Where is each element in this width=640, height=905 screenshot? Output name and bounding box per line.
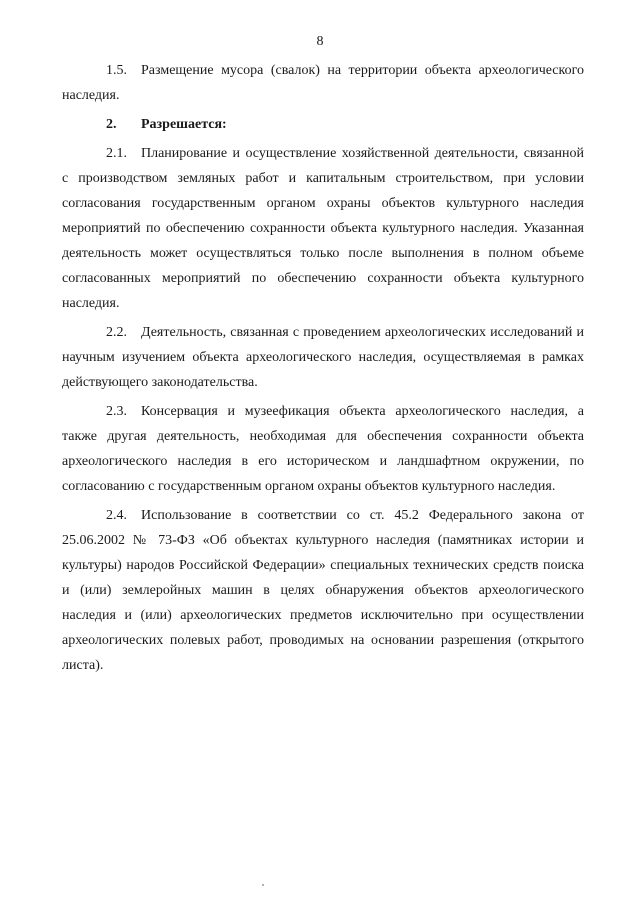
paragraph-text: Использование в соответствии со ст. 45.2 Федерального закона от 25.06.2002 № 73-ФЗ «Об объектах культурного наследия (памятниках истории и культуры) народов Российской Федерации» специальных технических средств поиска и (или) землеройных машин в целях обнаружения объектов археологического наследия и (или) археологических предметов исключительно при осуществлении археологических полевых работ, проводимых на основании разрешения (открытого листа). [62, 508, 584, 673]
paragraph-1-5 [62, 58, 584, 108]
paragraph-2-3 [62, 399, 584, 499]
paragraph-2-4 [62, 503, 584, 678]
paragraph-number: 2.3. [106, 404, 127, 419]
document-body [62, 58, 584, 682]
section-title: Разрешается: [141, 117, 227, 132]
page-number: 8 [316, 34, 324, 49]
paragraph-text: Планирование и осуществление хозяйственной деятельности, связанной с производством земляных работ и капитальным строительством, при условии согласования государственным органом охраны объектов культурного наследия мероприятий по обеспечению сохранности объекта культурного наследия. Указанная деятельность может осуществляться только после выполнения в полном объеме согласованных мероприятий по обеспечению сохранности объекта культурного наследия. [62, 146, 584, 311]
section-heading-2 [62, 112, 584, 137]
paragraph-number: 2.2. [106, 325, 127, 340]
paragraph-text: Консервация и музеефикация объекта археологического наследия, а также другая деятельность, необходимая для обеспечения сохранности объекта археологического наследия в его историческом и ландшафтном окружении, по согласованию с государственным органом охраны объектов культурного наследия. [62, 404, 584, 494]
paragraph-2-1 [62, 141, 584, 316]
section-number: 2. [106, 117, 117, 132]
paragraph-number: 1.5. [106, 63, 127, 78]
paragraph-text: Деятельность, связанная с проведением археологических исследований и научным изучением объекта археологического наследия, осуществляемая в рамках действующего законодательства. [62, 325, 584, 390]
paragraph-2-2 [62, 320, 584, 395]
paragraph-number: 2.1. [106, 146, 127, 161]
paragraph-number: 2.4. [106, 508, 127, 523]
paragraph-text: Размещение мусора (свалок) на территории объекта археологического наследия. [62, 63, 584, 103]
scan-speck [262, 884, 264, 886]
